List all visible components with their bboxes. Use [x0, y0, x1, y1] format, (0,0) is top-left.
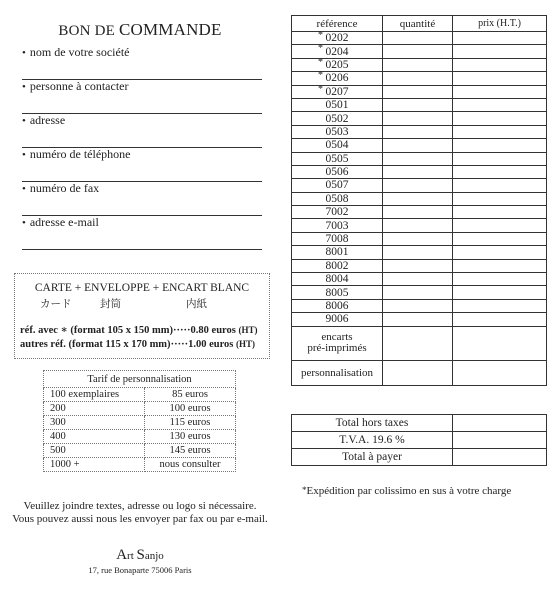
- reference-cell: [292, 286, 383, 299]
- price-line-ref: réf. avec ∗ (format 105 x 150 mm): [20, 325, 174, 336]
- star-marker: *: [318, 43, 323, 55]
- reference-code: 0202: [325, 32, 349, 45]
- quantity-cell[interactable]: [383, 125, 453, 138]
- reference-code: 7002: [325, 206, 349, 219]
- quantity-cell[interactable]: [383, 246, 453, 259]
- quantity-cell[interactable]: [383, 286, 453, 299]
- reference-cell: [292, 72, 383, 85]
- reference-cell: [292, 273, 383, 286]
- price-cell[interactable]: [453, 206, 547, 219]
- contact-field-input-line[interactable]: [22, 163, 262, 182]
- quantity-cell[interactable]: [383, 58, 453, 71]
- reference-code: 0205: [325, 58, 349, 71]
- order-row: [292, 32, 547, 45]
- reference-code: 0204: [325, 45, 349, 58]
- reference-code: 7008: [325, 233, 349, 246]
- tarif-quantity: 1000 +: [44, 458, 145, 472]
- price-cell[interactable]: [453, 286, 547, 299]
- reference-code: 0506: [325, 166, 349, 179]
- reference-cell: [292, 85, 383, 98]
- reference-cell: [292, 206, 383, 219]
- price-line-price: 1.00 euros: [188, 339, 234, 350]
- order-row: [292, 45, 547, 58]
- order-row: [292, 192, 547, 205]
- order-row-personnalisation: [292, 360, 547, 385]
- tarif-row: [44, 458, 236, 472]
- price-line-dots: ·····: [170, 339, 189, 350]
- price-line-price: 0.80 euros: [190, 325, 236, 336]
- contact-field: [22, 79, 262, 114]
- tarif-quantity: 400: [44, 430, 145, 444]
- expedition-star: *: [302, 485, 307, 495]
- quantity-cell[interactable]: [383, 179, 453, 192]
- price-cell[interactable]: [453, 152, 547, 165]
- quantity-cell[interactable]: [383, 98, 453, 111]
- reference-cell: [292, 45, 383, 58]
- reference-cell: [292, 98, 383, 111]
- contact-field: [22, 215, 262, 250]
- price-cell[interactable]: [453, 165, 547, 178]
- price-cell[interactable]: [453, 85, 547, 98]
- quantity-cell[interactable]: [383, 165, 453, 178]
- order-row: [292, 125, 547, 138]
- price-cell[interactable]: [453, 259, 547, 272]
- reference-code: 9006: [325, 313, 349, 326]
- contact-field-input-line[interactable]: [22, 129, 262, 148]
- reference-code: 8006: [325, 300, 349, 312]
- price-cell[interactable]: [453, 232, 547, 245]
- reference-cell: [292, 232, 383, 245]
- price-line-other-refs: [20, 339, 255, 350]
- tarif-price: nous consulter: [145, 458, 236, 472]
- tarif-title: Tarif de personnalisation: [44, 371, 236, 388]
- price-cell[interactable]: [453, 72, 547, 85]
- price-cell[interactable]: [453, 273, 547, 286]
- price-line-ht: (HT): [236, 339, 256, 349]
- quantity-cell[interactable]: [383, 326, 453, 360]
- order-row-encarts: [292, 326, 547, 360]
- quantity-cell[interactable]: [383, 313, 453, 326]
- order-row: [292, 98, 547, 111]
- tarif-row: [44, 444, 236, 458]
- contact-field-input-line[interactable]: [22, 197, 262, 216]
- tarif-price: 85 euros: [145, 388, 236, 402]
- quantity-cell[interactable]: [383, 32, 453, 45]
- reference-cell: [292, 125, 383, 138]
- tva-label: T.V.A. 19.6 %: [292, 432, 453, 449]
- quantity-cell[interactable]: [383, 192, 453, 205]
- contact-field: [22, 147, 262, 182]
- contact-field-label: • nom de votre société: [22, 45, 262, 61]
- reference-code: 8002: [325, 259, 349, 272]
- form-title-prefix: BON DE: [58, 23, 119, 39]
- total-hors-taxes-value[interactable]: [453, 415, 547, 432]
- contact-field-label: • personne à contacter: [22, 79, 262, 95]
- tarif-table: [43, 370, 236, 472]
- quantity-cell[interactable]: [383, 206, 453, 219]
- tarif-quantity: 100 exemplaires: [44, 388, 145, 402]
- carte-heading: CARTE + ENVELOPPE + ENCART BLANC: [34, 282, 250, 294]
- tarif-price: 130 euros: [145, 430, 236, 444]
- quantity-cell[interactable]: [383, 85, 453, 98]
- order-row: [292, 179, 547, 192]
- tarif-price: 100 euros: [145, 402, 236, 416]
- price-line-star-refs: [20, 324, 257, 336]
- order-row: [292, 58, 547, 71]
- tarif-row: [44, 430, 236, 444]
- reference-cell: [292, 299, 383, 312]
- form-title: [0, 20, 280, 40]
- reference-code: 0507: [325, 179, 349, 192]
- price-line-ref: autres réf. (format 115 x 170 mm): [20, 339, 171, 350]
- order-row: [292, 273, 547, 286]
- order-row: [292, 85, 547, 98]
- reference-code: 0501: [325, 99, 349, 112]
- tarif-price: 145 euros: [145, 444, 236, 458]
- price-cell[interactable]: [453, 326, 547, 360]
- contact-field-label: • adresse e-mail: [22, 215, 262, 231]
- reference-code: 8004: [325, 273, 349, 286]
- order-row: [292, 219, 547, 232]
- tarif-quantity: 200: [44, 402, 145, 416]
- jp-envelope-label: 封筒: [100, 298, 121, 310]
- total-hors-taxes-label: Total hors taxes: [292, 415, 453, 432]
- carte-pricing-box: [14, 273, 270, 359]
- personnalisation-label: personnalisation: [292, 360, 383, 385]
- order-row: [292, 232, 547, 245]
- star-marker: *: [318, 56, 323, 68]
- star-marker: *: [318, 70, 323, 82]
- quantity-cell[interactable]: [383, 72, 453, 85]
- price-line-ht: (HT): [238, 325, 258, 335]
- note-line-1: Veuillez joindre textes, adresse ou logo si nécessaire.: [23, 500, 257, 512]
- price-line-dots: ·····: [173, 325, 191, 336]
- contact-field: [22, 45, 262, 80]
- reference-cell: [292, 192, 383, 205]
- reference-code: 0502: [325, 112, 349, 125]
- price-cell[interactable]: [453, 299, 547, 312]
- price-cell[interactable]: [453, 219, 547, 232]
- quantity-cell[interactable]: [383, 45, 453, 58]
- tarif-row: [44, 416, 236, 430]
- brand-address: 17, rue Bonaparte 75006 Paris: [88, 565, 192, 575]
- quantity-cell[interactable]: [383, 152, 453, 165]
- contact-field-input-line[interactable]: [22, 231, 262, 250]
- carte-japanese-labels: [15, 296, 269, 310]
- order-row: [292, 112, 547, 125]
- note-line-2: Vous pouvez aussi nous les envoyer par fax ou par e-mail.: [12, 513, 268, 525]
- reference-cell: [292, 32, 383, 45]
- quantity-cell[interactable]: [383, 139, 453, 152]
- price-cell[interactable]: [453, 360, 547, 385]
- brand-name: Art Sanjo: [116, 547, 164, 563]
- reference-code: 8001: [325, 246, 349, 259]
- reference-code: 8005: [325, 286, 349, 299]
- order-row: [292, 152, 547, 165]
- tarif-quantity: 300: [44, 416, 145, 430]
- reference-cell: [292, 219, 383, 232]
- price-cell[interactable]: [453, 139, 547, 152]
- price-cell[interactable]: [453, 112, 547, 125]
- tarif-row: [44, 402, 236, 416]
- tarif-quantity: 500: [44, 444, 145, 458]
- order-row: [292, 246, 547, 259]
- price-cell[interactable]: [453, 313, 547, 326]
- star-marker: *: [318, 30, 323, 41]
- quantity-cell[interactable]: [383, 273, 453, 286]
- expedition-text: Expédition par colissimo en sus à votre charge: [306, 485, 512, 497]
- contact-field-input-line[interactable]: [22, 95, 262, 114]
- header-reference: référence: [292, 16, 383, 32]
- contact-field-label: • numéro de fax: [22, 181, 262, 197]
- reference-cell: [292, 112, 383, 125]
- order-row: [292, 259, 547, 272]
- tarif-row: [44, 388, 236, 402]
- order-row: [292, 286, 547, 299]
- reference-cell: [292, 58, 383, 71]
- price-cell[interactable]: [453, 179, 547, 192]
- totals-table: [291, 414, 547, 466]
- price-cell[interactable]: [453, 192, 547, 205]
- reference-code: 0504: [325, 139, 349, 152]
- order-row: [292, 206, 547, 219]
- price-cell[interactable]: [453, 125, 547, 138]
- order-table: [291, 15, 547, 386]
- contact-field: [22, 181, 262, 216]
- tarif-price: 115 euros: [145, 416, 236, 430]
- reference-cell: [292, 246, 383, 259]
- reference-cell: [292, 313, 383, 326]
- quantity-cell[interactable]: [383, 232, 453, 245]
- price-cell[interactable]: [453, 32, 547, 45]
- reference-code: 7003: [325, 219, 349, 232]
- order-row: [292, 139, 547, 152]
- price-cell[interactable]: [453, 58, 547, 71]
- encarts-label: encarts pré-imprimés: [292, 326, 383, 360]
- quantity-cell[interactable]: [383, 360, 453, 385]
- form-title-main: COMMANDE: [118, 20, 222, 39]
- reference-code: 0505: [325, 152, 349, 165]
- jp-insert-label: 内紙: [186, 298, 207, 310]
- reference-cell: [292, 259, 383, 272]
- jp-card-label: カード: [40, 298, 72, 310]
- reference-code: 0207: [325, 85, 349, 98]
- quantity-cell[interactable]: [383, 259, 453, 272]
- price-cell[interactable]: [453, 45, 547, 58]
- contact-field-label: • adresse: [22, 113, 262, 129]
- header-prix: prix (H.T.): [453, 16, 547, 32]
- brand-block: [0, 547, 280, 575]
- reference-cell: [292, 139, 383, 152]
- reference-cell: [292, 165, 383, 178]
- quantity-cell[interactable]: [383, 299, 453, 312]
- order-row: [292, 313, 547, 326]
- contact-field: [22, 113, 262, 148]
- quantity-cell[interactable]: [383, 112, 453, 125]
- expedition-note: [302, 485, 511, 497]
- header-quantite: quantité: [383, 16, 453, 32]
- contact-field-label: • numéro de téléphone: [22, 147, 262, 163]
- price-cell[interactable]: [453, 98, 547, 111]
- reference-code: 0508: [325, 192, 349, 205]
- contact-field-input-line[interactable]: [22, 61, 262, 80]
- reference-cell: [292, 179, 383, 192]
- tva-value[interactable]: [453, 432, 547, 449]
- total-a-payer-label: Total à payer: [292, 449, 453, 466]
- reference-code: 0503: [325, 125, 349, 138]
- reference-cell: [292, 152, 383, 165]
- order-row: [292, 72, 547, 85]
- total-a-payer-value[interactable]: [453, 449, 547, 466]
- reference-code: 0206: [325, 72, 349, 85]
- quantity-cell[interactable]: [383, 219, 453, 232]
- star-marker: *: [318, 83, 323, 95]
- order-row: [292, 165, 547, 178]
- order-row: [292, 299, 547, 312]
- price-cell[interactable]: [453, 246, 547, 259]
